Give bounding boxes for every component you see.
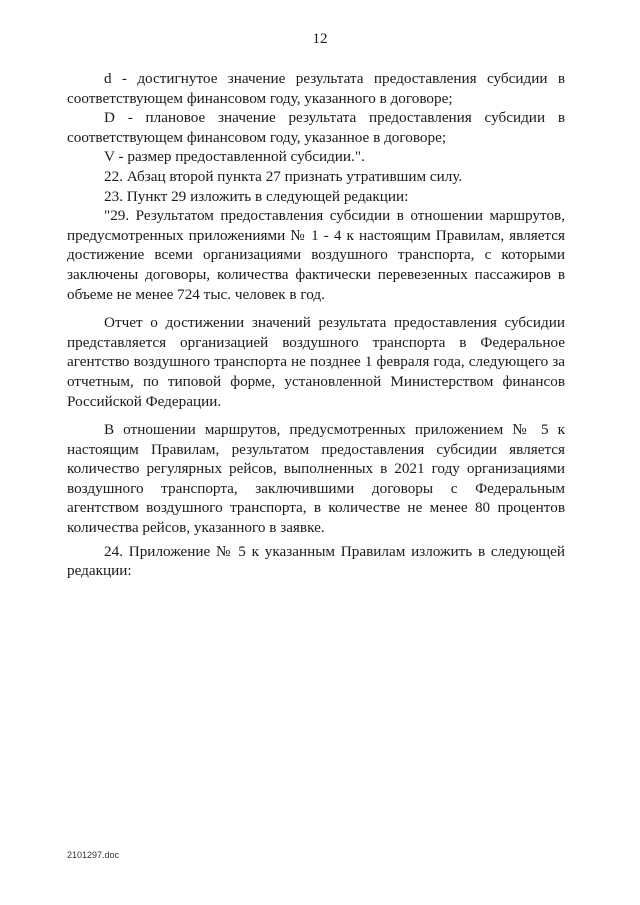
- paragraph-item-23: 23. Пункт 29 изложить в следующей редакции:: [104, 187, 409, 205]
- footer-filename: 2101297.doc: [67, 850, 120, 860]
- paragraph-appendix-5-routes: В отношении маршрутов, предусмотренных приложением № 5 к настоящим Правилам, результатом предоставления субсидии является количество регулярных рейсов, выполненных в 2021 году организациями воздушного транспорта, заключившими договоры с Федеральным агентством воздушного транспорта, в количестве не менее 80 процентов количества рейсов, указанного в заявке.: [67, 421, 565, 537]
- paragraph-item-29: "29. Результатом предоставления субсидии в отношении маршрутов, предусмотренных приложениями № 1 - 4 к настоящим Правилам, является достижение всеми организациями воздушного транспорта, с которыми заключены договоры, количества фактически перевезенных пассажиров в объеме не менее 724 тыс. человек в год.: [67, 207, 565, 303]
- paragraph-d-definition: d - достигнутое значение результата предоставления субсидии в соответствующем финансовом году, указанного в договоре;: [67, 70, 565, 107]
- page-number: 12: [312, 31, 328, 47]
- paragraph-item-22: 22. Абзац второй пункта 27 признать утратившим силу.: [104, 167, 463, 185]
- paragraph-D-definition: D - плановое значение результата предоставления субсидии в соответствующем финансовом году, указанное в договоре;: [67, 109, 565, 146]
- paragraph-report: Отчет о достижении значений результата предоставления субсидии представляется организацией воздушного транспорта в Федеральное агентство воздушного транспорта не позднее 1 февраля года, следующего за отчетным, по типовой форме, установленной Министерством финансов Российской Федерации.: [67, 314, 565, 410]
- paragraph-item-24: 24. Приложение № 5 к указанным Правилам изложить в следующей редакции:: [67, 542, 565, 580]
- paragraph-V-definition: V - размер предоставленной субсидии.".: [104, 148, 365, 166]
- document-body: [67, 69, 565, 581]
